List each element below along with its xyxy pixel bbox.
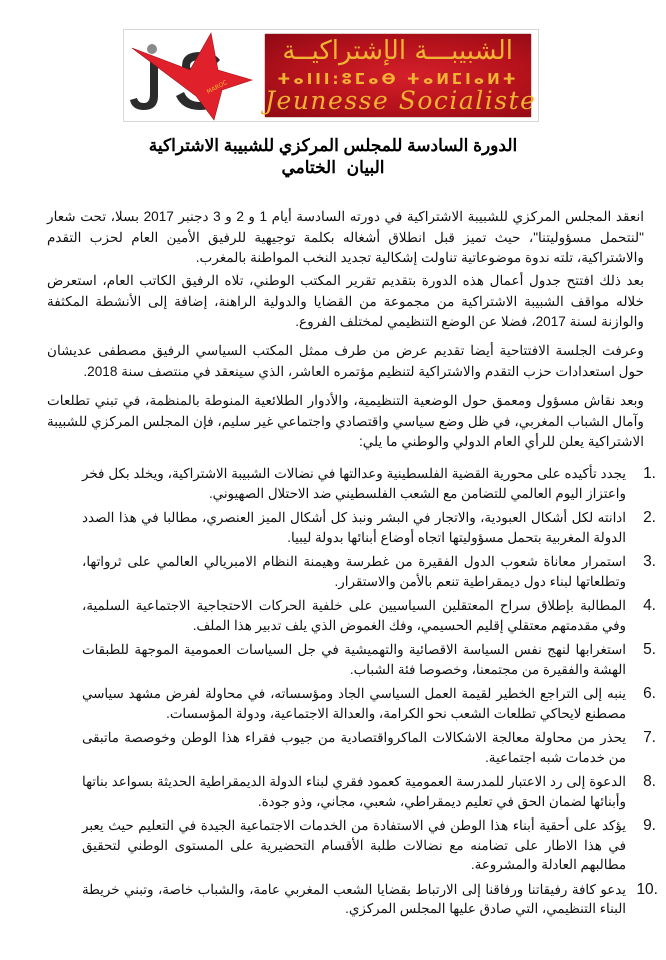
resolution-text: المطالبة بإطلاق سراح المعتقلين السياسيين على خلفية الحركات الاحتجاجية الاجتماعية السلمية، وفي مقدمتهم معتقلي إقليم الحسيمي، وفك الغموض الذي يلف تدبير هذا الملف. — [82, 598, 626, 633]
resolution-number: 3. — [643, 553, 656, 570]
js-emblem — [124, 30, 264, 121]
resolution-text: استمرار معاناة شعوب الدول الفقيرة من غطرسة وهيمنة النظام الامبريالي العالمي على ثرواتها، وتطلعاتها لبناء دول ديمقراطية تنعم بالأمن والاستقرار. — [82, 554, 626, 589]
maroc-badge: MAROC — [205, 79, 229, 96]
resolution-text: يحذر من محاولة معالجة الاشكالات الماكرواقتصادية من جيوب فقراء هذا الوطن وخوصصة ماتبقى من خدمات شبه اجتماعية. — [82, 730, 626, 765]
resolution-item — [82, 772, 656, 811]
logo-banner — [265, 34, 537, 117]
resolution-number: 7. — [643, 729, 656, 746]
resolution-text: يدعو كافة رفيقاتنا ورفاقنا إلى الارتباط بقضايا الشعب المغربي عامة، والشباب خاصة، وتبني خريطة البناء التنظيمي، التي صادق عليها المجلس المركزي. — [82, 881, 626, 916]
resolution-text: يؤكد على أحقية أبناء هذا الوطن في الاستفادة من الخدمات الاجتماعية الجيدة في التعليم حيث يعبر في هذا الاطار على تضامنه مع نضالات طلبة الأقسام التحضيرية على المستوى الوطني لتحقيق مطالبهم العادلة والمشروعة. — [82, 818, 626, 872]
resolution-text: ينبه إلى التراجع الخطير لقيمة العمل السياسي الجاد ومؤسساته، في محاولة لفرض مشهد سياسي مصطنع لايحاكي تطلعات الشعب نحو الكرامة، والعدالة الاجتماعية، ودولة المؤسسات. — [82, 686, 626, 721]
paragraph-opening-session: وعرفت الجلسة الافتتاحية أيضا تقديم عرض من طرف ممثل المكتب السياسي الرفيق مصطفى عديشان حول استعدادات حزب التقدم والاشتراكية لتنظيم مؤتمره العاشر، الذي سينعقد في منتصف سنة 2018. — [47, 343, 644, 379]
j-letter — [130, 58, 158, 110]
resolution-text: يجدد تأكيده على محورية القضية الفلسطينية وعدالتها في نضالات الشبيبة الاشتراكية، ويخلد بكل فخر واعتزاز اليوم العالمي للتضامن مع الشعب الفلسطيني ضد الاحتلال الصهيوني. — [82, 466, 626, 501]
resolution-item — [82, 684, 656, 723]
resolution-item — [82, 552, 656, 591]
resolutions-list — [82, 464, 658, 919]
resolution-number: 10. — [636, 880, 658, 898]
resolution-item — [82, 816, 656, 875]
resolution-text: ادانته لكل أشكال العبودية، والاتجار في البشر ونبذ كل أشكال الميز العنصري، مطالبا في هذا الصدد الدولة المغربية بتحمل مسؤوليتها اتجاه أوضاع أبنائها بدولة ليبيا. — [82, 510, 626, 545]
logo-french-name: Jeunesse Socialiste — [265, 86, 537, 115]
paragraph-intro: انعقد المجلس المركزي للشبيبة الاشتراكية في دورته السادسة أيام 1 و 2 و 3 دجنبر 2017 بسلا، تحت شعار "لنتحمل مسؤوليتنا"، حيث تميز قبل انطلاق أشغاله بكلمة توجيهية للرفيق الأمين العام لحزب التقدم والاشتراكية، تلته ندوة موضوعاتية تناولت إشكالية تجديد النخب المواطنة بالمغرب. — [47, 209, 644, 265]
resolution-item — [82, 508, 656, 547]
paragraph-agenda: بعد ذلك افتتح جدول أعمال هذه الدورة بتقديم تقرير المكتب الوطني، تلاه الرفيق الكاتب العام، استعرض خلاله مواقف الشبيبة الاشتراكية من مجموعة من القضايا والدولية الراهنة، إضافة إلى الأنشطة المكثفة والوازنة لسنة 2017، فضلا عن الوضع التنظيمي لمختلف الفروع. — [47, 273, 644, 329]
resolution-number: 1. — [643, 465, 656, 482]
logo-tifinagh-name: ⵜⴰⵏⵏⵏ:ⵓⵎⴰⴱ ⵜⴰⵍⵎⵏⴰⵍⵜ — [277, 70, 519, 88]
resolution-number: 9. — [643, 817, 656, 834]
resolution-number: 5. — [643, 641, 656, 658]
resolution-number: 8. — [643, 773, 656, 790]
j-dot — [147, 44, 157, 54]
resolution-number: 2. — [643, 509, 656, 526]
resolution-text: استغرابها لنهج نفس السياسة الاقصائية والتهميشية في جل السياسات العمومية الموجهة للطبقات الهشة والفقيرة من مجتمعنا، وخصوصا فئة الشباب. — [82, 642, 626, 677]
resolution-text: الدعوة إلى رد الاعتبار للمدرسة العمومية كعمود فقري لبناء الدولة الديمقراطية الحديثة بسواعد بناتها وأبنائها لضمان الحق في تعليم ديمقراطي، شعبي، مجاني، وذو جودة. — [82, 774, 626, 809]
resolution-item — [82, 596, 656, 635]
document-title: الدورة السادسة للمجلس المركزي للشبيبة الاشتراكية — [148, 136, 518, 155]
logo-arabic-name: الشبيبـــة الإشتراكيــة — [282, 36, 513, 66]
paragraph-declaration: وبعد نقاش مسؤول ومعمق حول الوضعية التنظيمية، والأدوار الطلائعية المنوطة بالمنظمة، في تبني تطلعات وآمال الشباب المغربي، في ظل وضع سياسي واقتصادي واجتماعي غير سليم، فإن المجلس المركزي للشبيبة الاشتراكية يعلن للرأي العام الدولي والوطني ما يلي: — [47, 393, 644, 449]
resolution-item — [82, 728, 656, 767]
resolution-item — [82, 640, 656, 679]
star-emblem-icon — [124, 30, 264, 121]
organization-logo — [123, 29, 539, 122]
resolution-number: 4. — [643, 597, 656, 614]
document-subtitle: البيان الختامي — [281, 158, 385, 177]
resolution-item — [82, 464, 656, 503]
resolution-number: 6. — [643, 685, 656, 702]
resolution-item — [82, 880, 658, 919]
